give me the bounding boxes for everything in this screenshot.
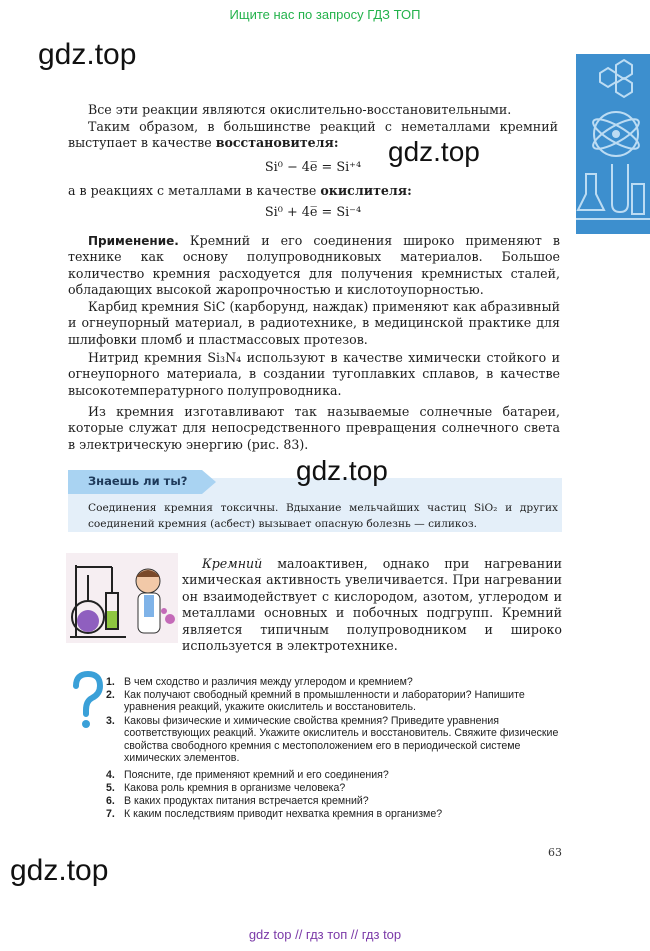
paragraph-text: Таким образом, в большинстве реакций с неметаллами кремний выступает в качестве <box>68 119 558 151</box>
question-item <box>106 808 564 820</box>
paragraph-text: Кремний и его соединения широко применяют в технике как основу полупроводниковых материалов. Большое количество кремния расходуется для получения кремнистых сталей, обладающих высокой жаропрочностью и кислотоупорностью. <box>68 233 560 298</box>
did-you-know-title: Знаешь ли ты? <box>88 474 188 488</box>
watermark: gdz.top <box>296 455 388 486</box>
question-number: 3. <box>106 715 115 727</box>
term-oxidizer: окислителя: <box>320 183 412 198</box>
paragraph: Все эти реакции являются окислительно-восстановительными. <box>88 102 512 117</box>
watermark: gdz.top <box>388 136 480 167</box>
term-reducer: восстановителя: <box>215 135 339 151</box>
equation: Si⁰ + 4e̅ = Si⁻⁴ <box>264 205 362 220</box>
did-you-know-header <box>68 470 216 494</box>
header-link[interactable]: Ищите нас по запросу ГДЗ ТОП <box>229 7 421 22</box>
paragraph <box>68 233 560 299</box>
question-text: Как получают свободный кремний в промышленности и лаборатории? Напишите уравнения реакций, укажите окислитель и восстановитель. <box>124 689 525 714</box>
question-text: Поясните, где применяют кремний и его соединения? <box>124 769 389 781</box>
question-text: В чем сходство и различия между углеродом и кремнием? <box>124 676 413 688</box>
paragraph-text: Нитрид кремния Si₃N₄ используют в качестве химически стойкого и огнеупорного материала, в создании тугоплавких сплавов, в качестве высокотемпературного полупроводника. <box>68 350 560 398</box>
question-number: 5. <box>106 782 115 794</box>
question-item <box>106 676 564 688</box>
paragraph <box>68 404 560 453</box>
watermark: gdz.top <box>38 38 137 71</box>
question-number: 7. <box>106 808 115 820</box>
question-number: 2. <box>106 689 115 701</box>
scientist-illustration <box>66 553 178 643</box>
question-text: Какова роль кремния в организме человека? <box>124 782 346 794</box>
question-item <box>106 689 564 714</box>
paragraph <box>182 556 562 654</box>
watermark: gdz.top <box>10 854 109 887</box>
question-item <box>106 795 564 807</box>
paragraph <box>68 350 560 399</box>
question-text: К каким последствиям приводит нехватка кремния в организме? <box>124 808 443 820</box>
section-heading: Применение. <box>88 234 179 248</box>
paragraph <box>68 183 558 199</box>
page-number: 63 <box>548 846 562 859</box>
paragraph <box>68 119 558 152</box>
term-silicon: Кремний <box>202 556 263 571</box>
question-number: 1. <box>106 676 115 688</box>
question-item <box>106 769 564 781</box>
chemistry-side-tab-image <box>576 54 650 234</box>
did-you-know-text: Соединения кремния токсичны. Вдыхание мельчайших частиц SiO₂ и других соединений кремния (асбест) вызывает опасную болезнь — силикоз. <box>88 502 558 530</box>
footer-links[interactable]: gdz top // гдз топ // гдз top <box>248 927 402 942</box>
paragraph-text: малоактивен, однако при нагревании химическая активность увеличивается. При нагревании он взаимодействует с кислородом, азотом, углеродом и металлами основных и побочных подгрупп. Кремний является типичным полупроводником и широко используется в электротехнике. <box>182 556 562 654</box>
question-mark-icon <box>68 670 104 730</box>
question-text: Каковы физические и химические свойства кремния? Приведите уравнения соответствующих реакций. Укажите окислитель и восстановитель. Свяжите физические свойства свободного кремния с местоположением его в периодической системе химических элементов. <box>124 715 559 765</box>
paragraph-text: а в реакциях с металлами в качестве <box>68 183 321 198</box>
paragraph-text: Карбид кремния SiC (карборунд, наждак) применяют как абразивный и огнеупорный материал, в радиотехнике, в медицинской практике для шлифовки пломб и пластмассовых протезов. <box>68 299 560 347</box>
paragraph <box>68 299 560 348</box>
question-text: В каких продуктах питания встречается кремний? <box>124 795 369 807</box>
paragraph-text: Из кремния изготавливают так называемые солнечные батареи, которые служат для непосредственного превращения солнечного света в электрическую энергию (рис. 83). <box>68 404 560 452</box>
question-number: 6. <box>106 795 115 807</box>
question-number: 4. <box>106 769 115 781</box>
question-item <box>106 782 564 794</box>
equation: Si⁰ − 4e̅ = Si⁺⁴ <box>264 160 362 175</box>
question-item <box>106 715 564 765</box>
